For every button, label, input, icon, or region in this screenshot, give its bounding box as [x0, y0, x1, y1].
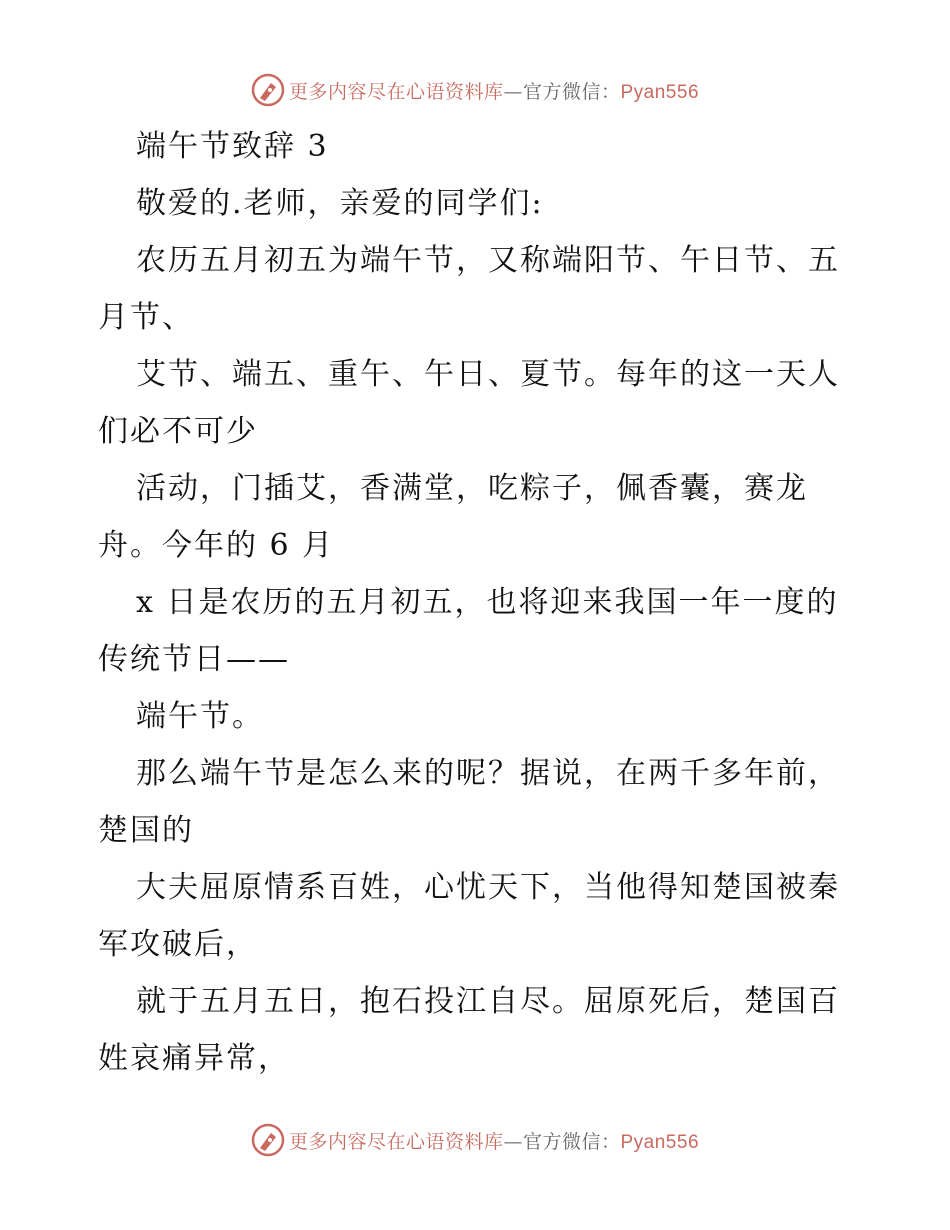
- pen-nib-logo-icon: [251, 73, 285, 107]
- salutation: 敬爱的.老师，亲爱的同学们:: [136, 186, 544, 221]
- paragraph: 那么端午节是怎么来的呢？据说，在两千多年前，楚国的: [98, 756, 840, 848]
- pen-nib-logo-icon: [251, 1123, 285, 1157]
- paragraph: 艾节、端五、重午、午日、夏节。每年的这一天人们必不可少: [98, 357, 840, 449]
- banner-wechat-label: 官方微信：: [522, 80, 621, 103]
- paragraph: 大夫屈原情系百姓，心忧天下，当他得知楚国被秦军攻破后，: [98, 870, 840, 962]
- paragraph: 农历五月初五为端午节，又称端阳节、午日节、五月节、: [98, 243, 840, 335]
- paragraph: 就于五月五日，抱石投江自尽。屈原死后，楚国百姓哀痛异常，: [98, 984, 840, 1076]
- banner-wechat-id: Pyan556: [620, 81, 700, 103]
- banner-wechat-id: Pyan556: [620, 1131, 700, 1153]
- banner-brand: 更多内容尽在心语资料库: [288, 1130, 504, 1153]
- banner-dash: —: [503, 80, 523, 103]
- paragraph: 活动，门插艾，香满堂，吃粽子，佩香囊，赛龙舟。今年的 6 月: [98, 471, 808, 563]
- doc-title: 端午节致辞 3: [136, 129, 329, 164]
- banner-dash: —: [503, 1130, 523, 1153]
- banner-text: [289, 1127, 699, 1154]
- header-banner: [0, 70, 950, 110]
- document-body: [98, 118, 858, 1087]
- banner-wechat-label: 官方微信：: [522, 1130, 621, 1153]
- footer-banner: [0, 1120, 950, 1160]
- banner-brand: 更多内容尽在心语资料库: [288, 80, 504, 103]
- banner-text: [289, 77, 699, 104]
- paragraph: 端午节。: [136, 699, 264, 734]
- paragraph: x 日是农历的五月初五，也将迎来我国一年一度的传统节日——: [98, 585, 839, 677]
